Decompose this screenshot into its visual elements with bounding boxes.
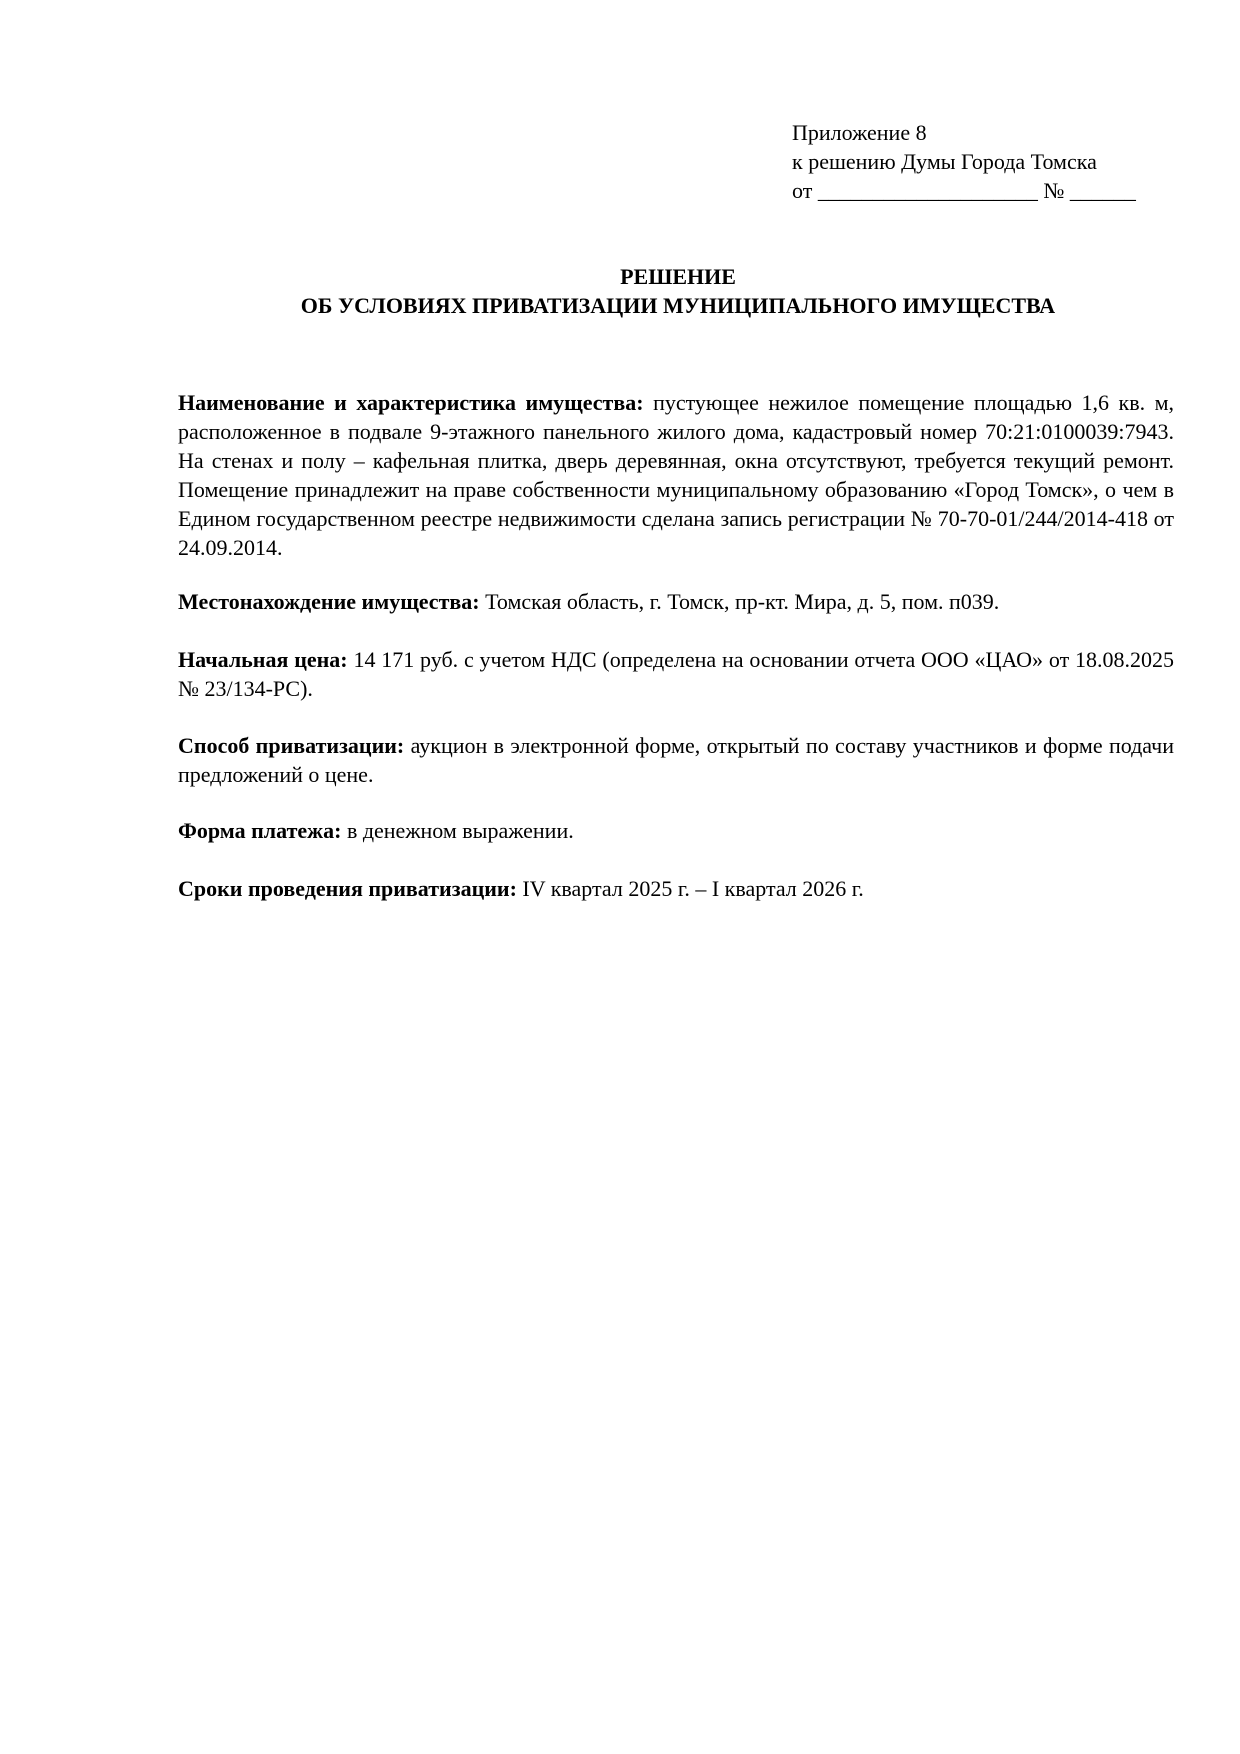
privatization-terms-text: IV квартал 2025 г. – I квартал 2026 г.: [516, 876, 864, 901]
title-line-1: РЕШЕНИЕ: [620, 264, 736, 289]
appendix-header: [792, 118, 1172, 205]
title-line-2: ОБ УСЛОВИЯХ ПРИВАТИЗАЦИИ МУНИЦИПАЛЬНОГО ИМУЩЕСТВА: [300, 293, 1056, 318]
document-title: [178, 262, 1178, 320]
property-description-text: пустующее нежилое помещение площадью 1,6 кв. м, расположенное в подвале 9-этажного панельного жилого дома, кадастровый номер 70:21:0100039:7943. На стенах и полу – кафельная плитка, дверь деревянная, окна отсутствуют, требуется текущий ремонт. Помещение принадлежит на праве собственности муниципальному образованию «Город Томск», о чем в Едином государственном реестре недвижимости сделана запись регистрации № 70-70-01/244/2014-418 от 24.09.2014.: [178, 390, 1175, 560]
appendix-number: Приложение 8: [792, 120, 927, 145]
payment-form: [178, 816, 1174, 845]
privatization-method: [178, 731, 1174, 789]
appendix-reference: к решению Думы Города Томска: [792, 149, 1097, 174]
property-location: [178, 587, 1174, 616]
privatization-terms-label: Сроки проведения приватизации:: [178, 876, 517, 901]
initial-price-text: 14 171 руб. с учетом НДС (определена на основании отчета ООО «ЦАО» от 18.08.2025 № 23/134-РС).: [178, 647, 1174, 701]
property-description: [178, 388, 1174, 562]
property-description-label: Наименование и характеристика имущества:: [178, 390, 644, 415]
initial-price: [178, 645, 1174, 703]
privatization-terms: [178, 874, 1174, 903]
privatization-method-text: аукцион в электронной форме, открытый по составу участников и форме подачи предложений о цене.: [178, 733, 1174, 787]
payment-form-label: Форма платежа:: [178, 818, 342, 843]
privatization-method-label: Способ приватизации:: [178, 733, 405, 758]
appendix-date-number: от ____________________ № ______: [792, 178, 1136, 203]
property-location-label: Местонахождение имущества:: [178, 589, 480, 614]
payment-form-text: в денежном выражении.: [341, 818, 574, 843]
initial-price-label: Начальная цена:: [178, 647, 348, 672]
property-location-text: Томская область, г. Томск, пр-кт. Мира, д. 5, пом. п039.: [479, 589, 1000, 614]
